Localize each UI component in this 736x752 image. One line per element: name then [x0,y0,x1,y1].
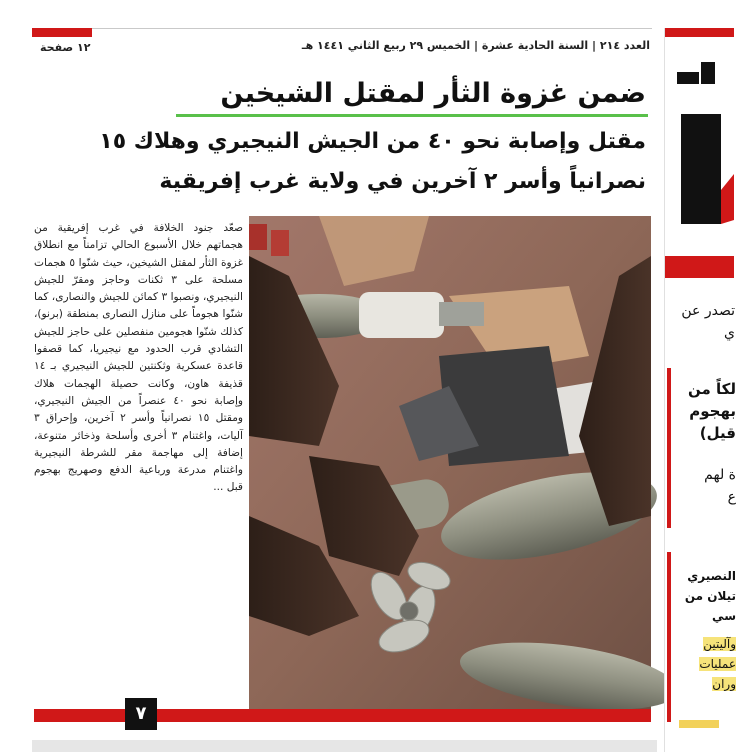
top-red-bar [32,28,92,37]
next-page-red-bar [665,28,734,37]
next-page-teaser: تصدر عن ي [681,303,735,341]
newspaper-logo [671,62,734,232]
article-subtitle: مقتل وإصابة نحو ٤٠ من الجيش النيجيري وهلاك ١٥ نصرانياً وأسر ٢ آخرين في ولاية غرب إفريقية [99,129,646,194]
top-rule [92,28,652,29]
page-count-label: ١٢ صفحة [40,41,91,54]
next-page-preview[interactable] [664,28,736,752]
next-page-highlighted-text: وآليتين عمليات وران [699,637,736,691]
next-page-article-box-2 [667,552,734,722]
next-page-red-band [665,256,734,278]
newspaper-page [32,28,652,728]
next-page-article-title: لكاً من بهجوم قيل) [688,380,736,442]
article-body: صعّد جنود الخلافة في غرب إفريقية من هجماتهم خلال الأسبوع الحالي تزامناً مع انطلاق غزوة الثأر لمقتل الشيخين، حيث شنّوا ٥ هجمات مسلحة على ٣ ثكنات وحاجز ومقرّ للجيش النيجيري، ونصبوا ٣ كمائن للجيش والنصارى، كما شنّوا هجوماً على منازل النصارى بمنطقة (برنو)، كذلك شنّوا هجومين منفصلين على حاجز للجيش التشادي قرب الحدود مع نيجيريا، كما قصفوا قاعدة عسكرية وثكنتين للجيش النيجيري بـ ١٤ قذيفة هاون، وكانت حصيلة الهجمات هلاك وإصابة نحو ٤٠ عنصراً من الجيش النيجيري، ومقتل ١٥ نصرانياً وأسر ٢ آخرين، وإحراق ٣ آليات، واغتنام ٣ أخرى وأسلحة وذخائر متنوعة، إضافة إلى مهاجمة مقر للشرطة النيجيرية واغتنام مدرعة ورباعية الدفع وصهريج بهجوم قبل ... [34,222,243,494]
headline-underline [176,114,648,117]
issue-info: العدد ٢١٤ | السنة الحادية عشرة | الخميس ٢٩ ربيع الثاني ١٤٤١ هـ [301,39,650,52]
article-photo [249,216,651,713]
next-page-article-text: ة لهم ع [704,467,736,505]
next-page-bottom-strip[interactable] [32,740,657,752]
mortar-shells-photo [249,216,651,713]
page-number: ٧ [125,698,157,730]
next-page-bottom-tab [679,720,719,728]
next-page-article-box [667,368,734,528]
next-page-article-title-2: النصيري تيلان من سي [684,569,736,623]
article-headline: ضمن غزوة الثأر لمقتل الشيخين [220,78,646,109]
